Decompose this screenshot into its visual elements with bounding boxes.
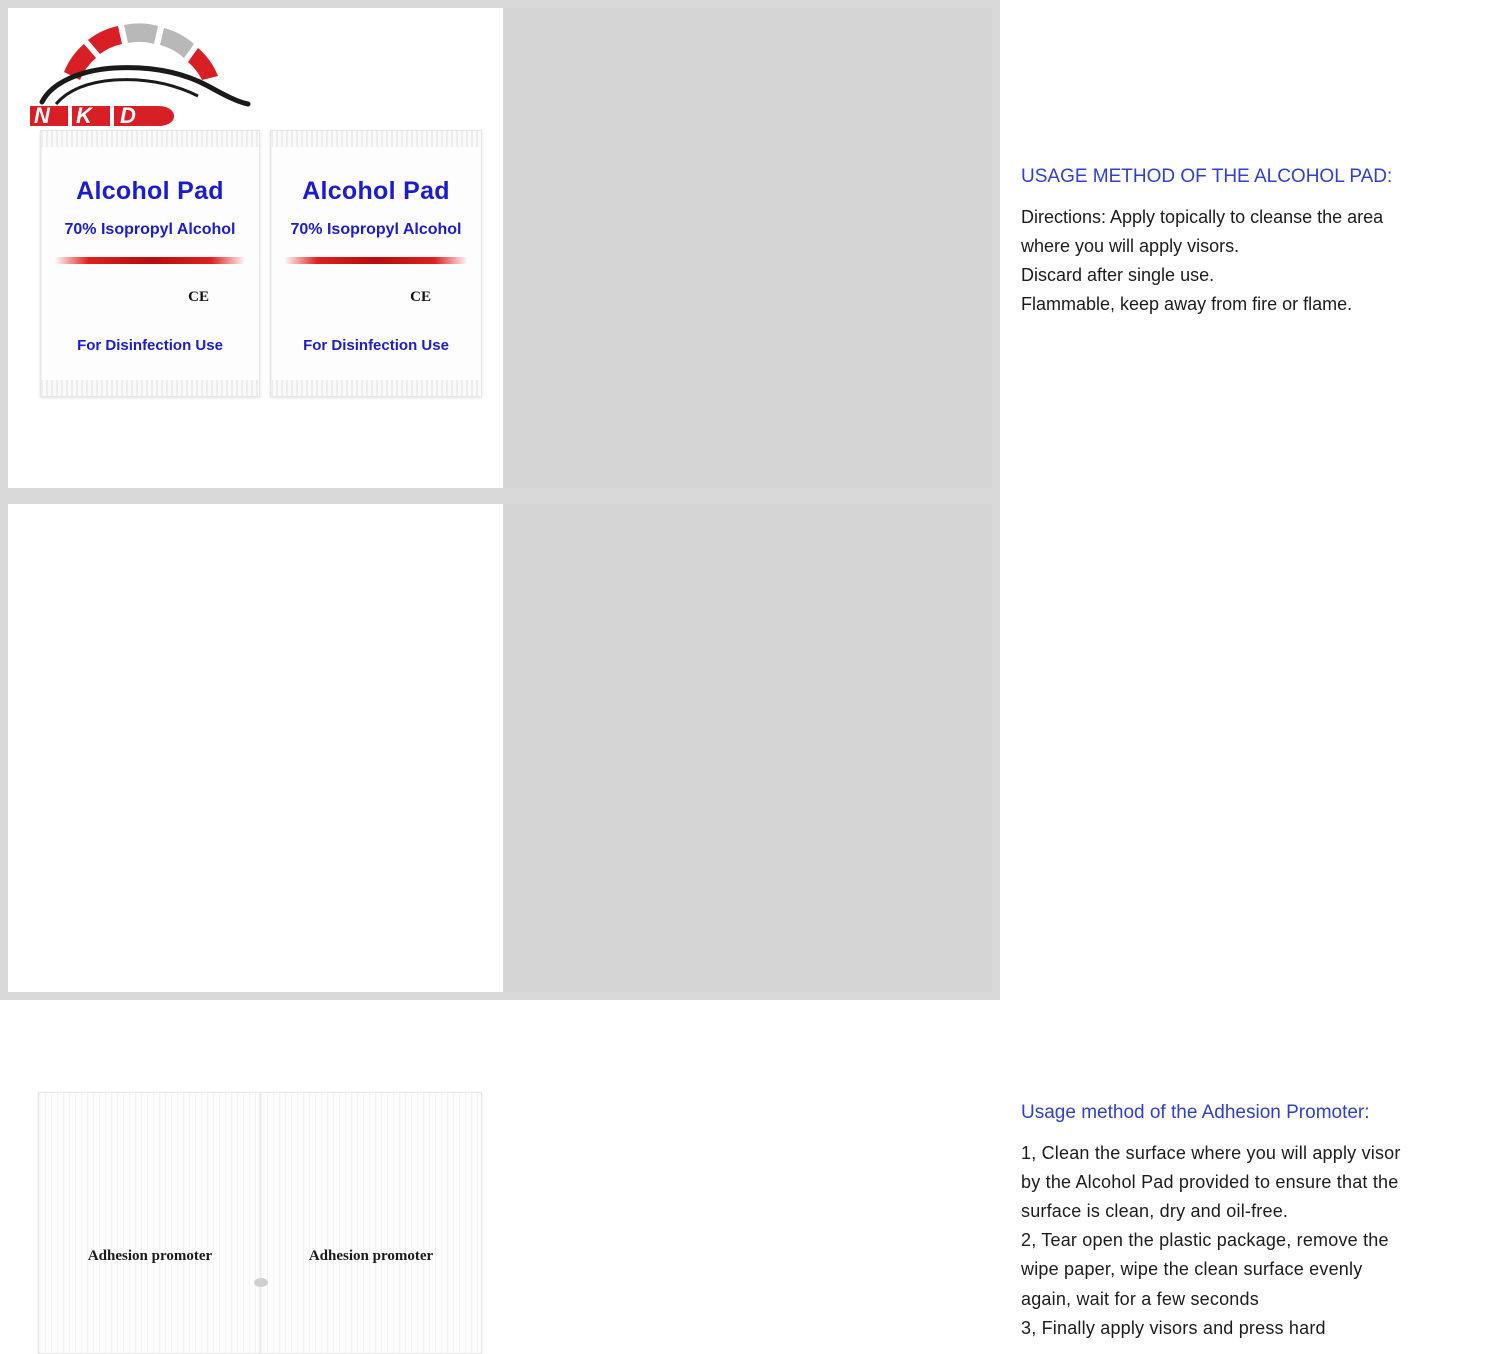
alcohol-usage-line: Flammable, keep away from fire or flame. xyxy=(1021,294,1353,315)
alcohol-pad-sachet-left xyxy=(40,130,260,397)
adhesion-usage-line: by the Alcohol Pad provided to ensure that the xyxy=(1021,1171,1399,1192)
alcohol-usage-text xyxy=(1021,166,1483,319)
adhesion-usage-line: 2, Tear open the plastic package, remove the xyxy=(1021,1230,1389,1251)
alcohol-pad-usage-panel xyxy=(503,8,1393,488)
adhesion-usage-line: surface is clean, dry and oil-free. xyxy=(1021,1201,1289,1222)
alcohol-pad-subtitle: 70% Isopropyl Alcohol xyxy=(290,221,462,238)
adhesion-usage-line: wipe paper, wipe the clean surface evenly xyxy=(1021,1259,1363,1280)
adhesion-promoter-image-panel xyxy=(8,504,503,1264)
sachet-crimp-bottom xyxy=(41,380,259,396)
adhesion-usage-line: 3, Finally apply visors and press hard xyxy=(1021,1317,1326,1338)
alcohol-pad-footer: For Disinfection Use xyxy=(303,337,449,354)
adhesion-usage-heading: Usage method of the Adhesion Promoter: xyxy=(1021,1102,1370,1123)
ce-mark-icon: CE xyxy=(188,289,209,305)
adhesion-wipe-right xyxy=(260,1092,482,1354)
ce-mark-icon: CE xyxy=(410,289,431,305)
svg-text:K: K xyxy=(76,103,92,128)
alcohol-usage-line: Directions: Apply topically to cleanse the area xyxy=(1021,206,1384,227)
adhesion-usage-line: again, wait for a few seconds xyxy=(1021,1288,1259,1309)
adhesion-wipe-left xyxy=(38,1092,262,1354)
alcohol-pad-title: Alcohol Pad xyxy=(302,177,450,205)
adhesion-promoter-usage-panel xyxy=(503,504,1401,1338)
brand-logo xyxy=(22,20,272,130)
sachet-accent-stripe xyxy=(54,257,246,264)
sachet-crimp-top xyxy=(271,131,481,147)
sachet-accent-stripe xyxy=(284,257,469,264)
alcohol-usage-line: where you will apply visors. xyxy=(1021,235,1240,256)
alcohol-pad-image-panel xyxy=(8,8,503,488)
adhesion-wipe-label: Adhesion promoter xyxy=(308,1248,434,1264)
alcohol-usage-heading: USAGE METHOD OF THE ALCOHOL PAD: xyxy=(1021,166,1393,187)
svg-text:D: D xyxy=(120,103,136,128)
alcohol-pad-subtitle: 70% Isopropyl Alcohol xyxy=(64,221,236,238)
adhesion-usage-text xyxy=(1021,1102,1489,1343)
adhesion-promoter-pack xyxy=(38,1092,480,1352)
alcohol-usage-line: Discard after single use. xyxy=(1021,265,1215,286)
adhesion-usage-line: 1, Clean the surface where you will apply visor xyxy=(1021,1142,1401,1163)
sachet-crimp-top xyxy=(41,131,259,147)
tear-notch-icon xyxy=(254,1278,268,1287)
adhesion-wipe-label: Adhesion promoter xyxy=(87,1248,213,1264)
svg-text:N: N xyxy=(34,103,50,128)
alcohol-pad-footer: For Disinfection Use xyxy=(77,337,223,354)
alcohol-pad-sachet-right xyxy=(270,130,482,397)
alcohol-pad-title: Alcohol Pad xyxy=(76,177,224,205)
sachet-crimp-bottom xyxy=(271,380,481,396)
